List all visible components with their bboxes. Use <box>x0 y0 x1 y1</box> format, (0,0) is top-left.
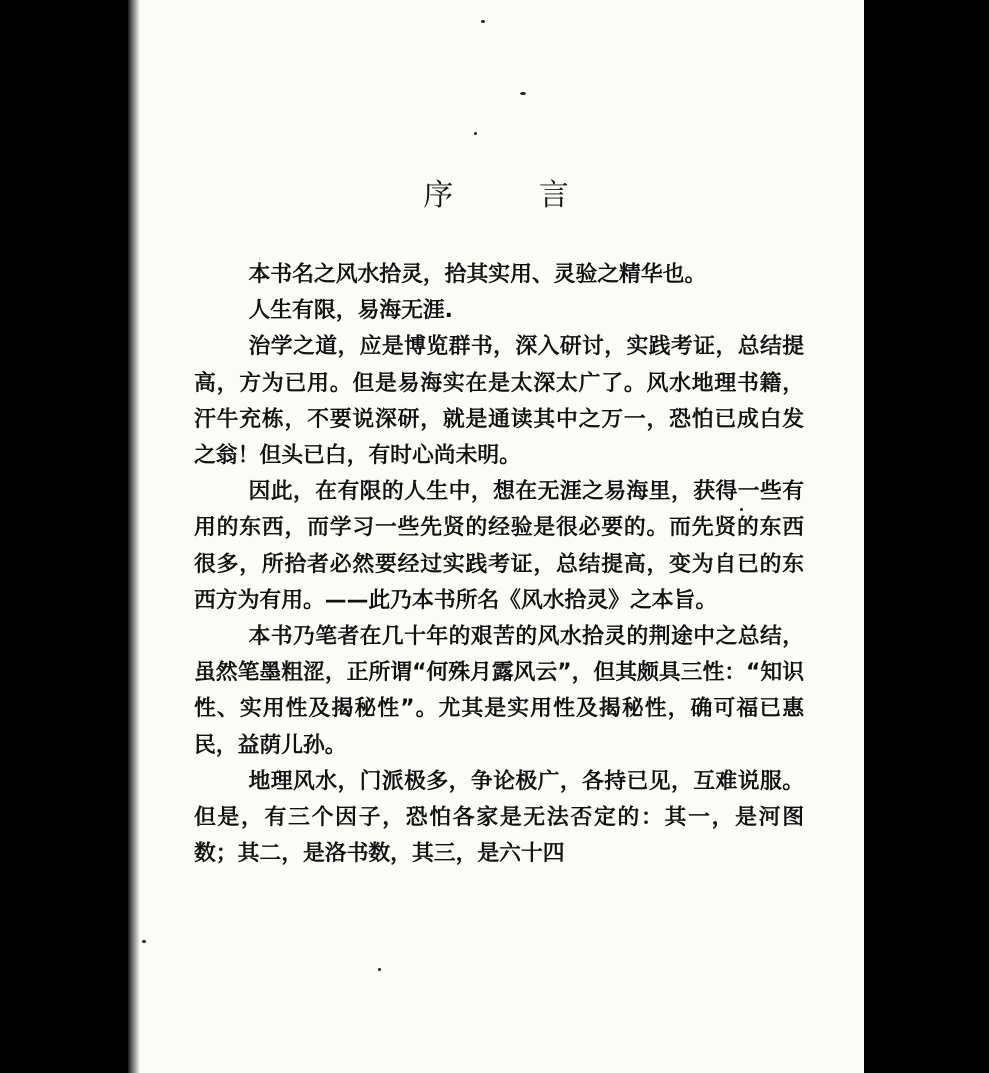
page-title: 序 言 <box>423 178 607 213</box>
paragraph: 因此，在有限的人生中，想在无涯之易海里，获得一些有用的东西，而学习一些先贤的经验是很必要的。而先贤的东西很多，所拾者必然要经过实践考证，总结提高，变为自已的东西方为有用。——此乃本书所名《风水拾灵》之本旨。 <box>194 479 804 613</box>
scan-speck <box>142 940 146 943</box>
scan-speck <box>474 132 477 135</box>
book-page <box>128 0 864 1073</box>
paragraph: 治学之道，应是博览群书，深入研讨，实践考证，总结提高，方为已用。但是易海实在是太深太广了。风水地理书籍，汗牛充栋，不要说深研，就是通读其中之万一，恐怕已成白发之翁！但头已白，有时心尚未明。 <box>194 334 804 469</box>
paragraph: 地理风水，门派极多，争论极广，各持已见，互难说服。但是，有三个因子，恐怕各家是无法否定的：其一，是河图数；其二，是洛书数，其三，是六十四 <box>194 768 804 867</box>
scan-speck <box>378 968 381 971</box>
paragraph: 本书名之风水拾灵，拾其实用、灵验之精华也。 <box>248 262 707 287</box>
paragraph: 本书乃笔者在几十年的艰苦的风水拾灵的荆途中之总结，虽然笔墨粗涩，正所谓“何殊月露风云”，但其颇具三性：“知识性、实用性及揭秘性”。尤其是实用性及揭秘性，确可福已惠民，益荫儿孙。 <box>194 624 804 758</box>
page-binding-edge <box>128 0 140 1073</box>
paragraph: 人生有限，易海无涯. <box>248 298 453 324</box>
scan-speck <box>481 20 485 23</box>
body-text <box>194 257 804 872</box>
scan-speck <box>520 92 526 95</box>
